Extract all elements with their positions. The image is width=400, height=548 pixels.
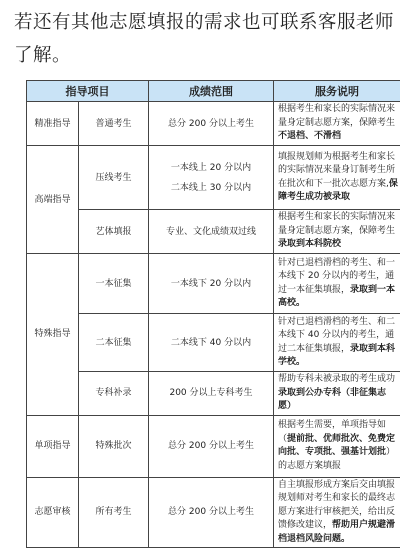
desc-text: ）的志愿方案填报 [278,447,395,471]
table-row [27,146,400,210]
intro-text [14,6,394,72]
category-cell: 特殊指导 [27,254,79,416]
range-line: 200 分以上专科考生 [149,386,273,400]
score-range-cell [149,415,274,477]
desc-bold: 录取到本科院校 [278,239,341,249]
table-row [27,314,400,372]
desc-text: 根据考生和家长的实际情况来量身定制志愿方案，保障考生 [278,104,395,128]
range-line: 二本线下 40 分以内 [149,336,273,350]
service-desc-cell [274,146,400,210]
score-range-cell [149,146,274,210]
range-line: 总分 200 分以上考生 [149,439,273,453]
sub-item-cell: 普通考生 [79,102,149,146]
score-range-cell [149,477,274,548]
desc-bold: 不退档、不滑档 [278,131,341,141]
sub-item-cell: 特殊批次 [79,415,149,477]
table-row [27,210,400,254]
service-desc-cell [274,210,400,254]
category-cell: 单项指导 [27,415,79,477]
header-score-range: 成绩范围 [149,81,274,102]
score-range-cell [149,102,274,146]
score-range-cell [149,210,274,254]
table-row [27,372,400,416]
desc-text: 根据考生需要，单项指导如（ [278,420,386,444]
sub-item-cell: 压线考生 [79,146,149,210]
score-range-cell [149,254,274,314]
service-desc-cell [274,254,400,314]
desc-text: 填报规划师为根据考生和家长的实际情况来量身订制考生所在批次和下一批次志愿方案, [278,152,395,189]
range-line: 一本线下 20 分以内 [149,277,273,291]
desc-text: 帮助专科未被录取的考生成功 [278,373,398,387]
header-service-desc: 服务说明 [274,81,400,102]
desc-bold: 帮助用户规避滑档退档风险问题。 [278,520,395,544]
category-cell: 精准指导 [27,102,79,146]
desc-bold: 录取到本科学校。 [278,344,395,368]
sub-item-cell: 二本征集 [79,314,149,372]
intro-line-1: 若还有其他志愿填报的需求也可联系客服老师 [14,6,394,39]
category-cell: 志愿审核 [27,477,79,548]
desc-bold: 提前批、优师批次、免费定向批、专项批、强基计划批 [278,434,395,458]
table-row [27,254,400,314]
range-line: 总分 200 分以上考生 [149,117,273,131]
table-row [27,102,400,146]
service-desc-cell [274,415,400,477]
desc-text: 自主填报形成方案后交由填报规划师对考生和家长的最终志愿方案进行审核把关，给出反馈修改建议， [278,480,395,531]
desc-bold: 录取到公办专科（非征集志愿） [278,388,386,412]
service-desc-cell [274,477,400,548]
table-row [27,415,400,477]
service-desc-cell [274,314,400,372]
score-range-cell [149,314,274,372]
score-range-cell [149,372,274,416]
sub-item-cell: 艺体填报 [79,210,149,254]
desc-text: 针对已退档滑档的考生、和一本线下 20 分以内的考生，通过一本征集填报， [278,258,395,295]
sub-item-cell: 专科补录 [79,372,149,416]
range-line: 二本线上 30 分以内 [149,181,273,195]
table-header-row [27,81,400,102]
sub-item-cell: 一本征集 [79,254,149,314]
desc-text: 针对已退档滑档的考生、和二本线下 40 分以内的考生，通过二本征集填报， [278,317,395,354]
header-guidance-item: 指导项目 [27,81,149,102]
service-desc-cell [274,102,400,146]
table-row [27,477,400,548]
range-line: 一本线上 20 分以内 [149,161,273,175]
range-line: 总分 200 分以上考生 [149,505,273,519]
service-table [26,80,400,548]
range-line: 专业、文化成绩双过线 [149,225,273,239]
intro-line-2: 了解。 [14,39,394,72]
sub-item-cell: 所有考生 [79,477,149,548]
desc-text: 根据考生和家长的实际情况来量身定制志愿方案，保障考生 [278,212,395,236]
service-desc-cell [274,372,400,416]
category-cell: 高端指导 [27,146,79,254]
desc-bold: 录取到一本高校。 [278,285,395,309]
desc-bold: 保障考生成功被录取 [278,179,398,203]
